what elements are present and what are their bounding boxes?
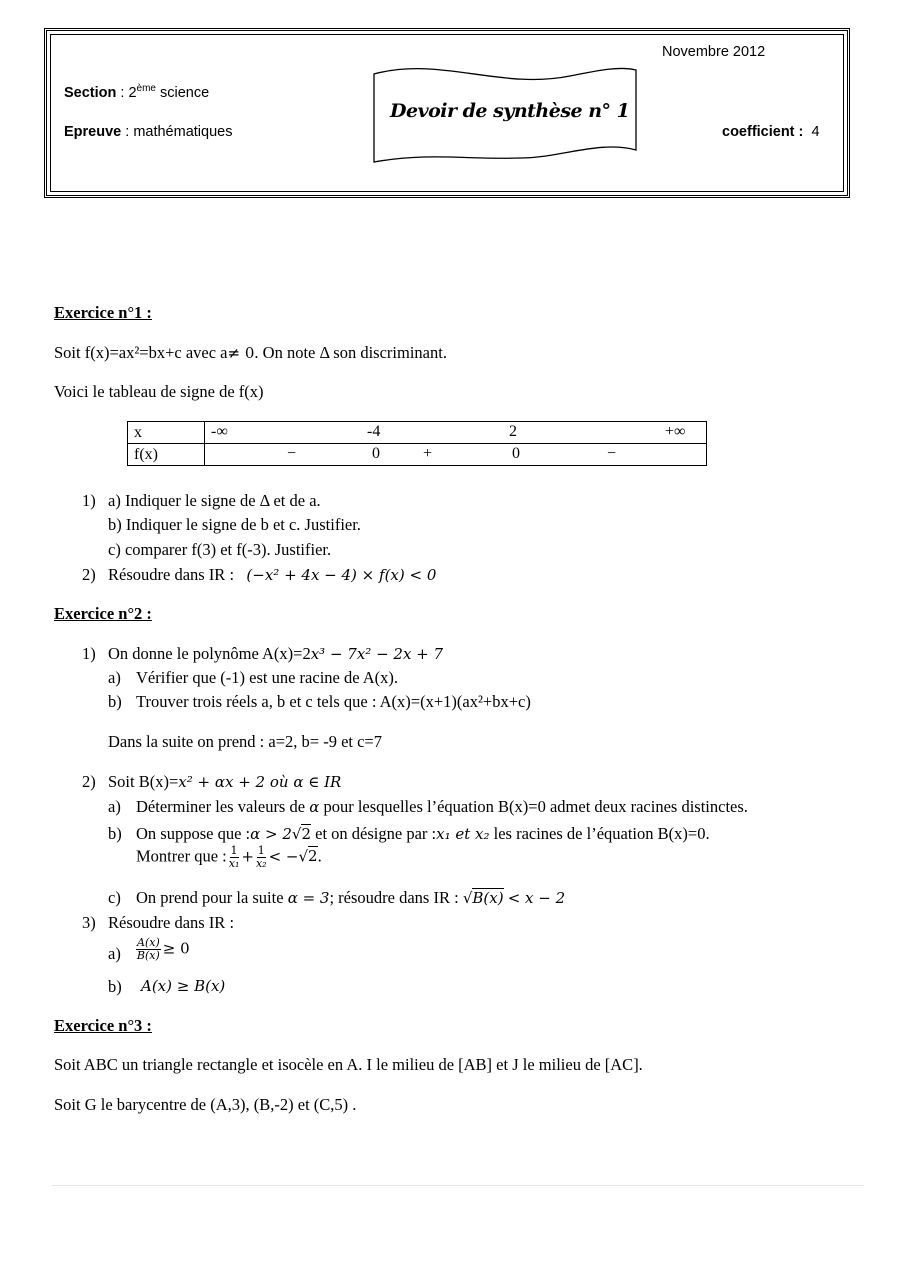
ex2-q2a-alpha: α	[309, 798, 320, 816]
ex2-q1-text: On donne le polynôme A(x)=2	[108, 644, 311, 663]
ex2-title: Exercice n°2 :	[54, 604, 152, 623]
frac-b-den: B(x)	[136, 949, 160, 962]
fraction-1-over-x1	[229, 845, 240, 870]
sign-table-x-head: x	[128, 422, 205, 444]
frac2-den: x₂	[255, 857, 267, 870]
ex1-q1-num: 1)	[82, 491, 96, 510]
coef-label: coefficient :	[722, 124, 804, 140]
ex1-q2	[108, 565, 436, 585]
ex2-q2a-pre: Déterminer les valeurs de	[136, 797, 306, 816]
ex2-q2	[108, 772, 341, 792]
frac2-num: 1	[257, 844, 265, 857]
sign-2: +	[423, 445, 433, 462]
ex2-q1b: Trouver trois réels a, b et c tels que : A(x)=(x+1)(ax²+bx+c)	[136, 692, 531, 711]
ex2-q2-math: x² + αx + 2 où α ∈ IR	[178, 773, 342, 791]
ex1-intro-neq: ≠ 0	[227, 344, 255, 362]
epreuve-label: Epreuve	[64, 124, 122, 140]
ex2-q2b: On suppose que :α > 2√2 et on désigne par :x₁ et x₂ les racines de l’équation B(x)=0.	[136, 824, 710, 843]
ex1-q1c: c) comparer f(3) et f(-3). Justifier.	[108, 540, 332, 559]
ex2-q2c-m2: < x − 2	[507, 889, 566, 907]
ex2-q2b-mid: et on désigne par :	[315, 824, 437, 843]
ex2-q2c-label: c)	[108, 888, 121, 907]
ex2-q2b-pre: On suppose que :	[136, 824, 251, 843]
ex3-line2: Soit G le barycentre de (A,3), (B,-2) et (C,5) .	[54, 1095, 357, 1114]
section-value-post: science	[155, 84, 210, 101]
ex2-q2b-sqrt: 2	[301, 825, 312, 843]
ex2-q3b: A(x) ≥ B(x)	[141, 977, 226, 995]
epreuve-value: : mathématiques	[121, 124, 233, 140]
ex2-q2b-show: Montrer que : $\frac{1}{\text{x₁}}$ + $\frac{1}{\text{x₂}}$ < −√2.	[136, 844, 322, 870]
ex2-q2b2-lt: < −	[268, 847, 299, 866]
sign-table-f-values	[205, 444, 707, 466]
page-footer-divider	[52, 1185, 864, 1186]
ex2-q2a	[136, 797, 748, 817]
ex2-q2c-m1: α = 3	[287, 889, 330, 907]
ex1-q2-text: Résoudre dans IR :	[108, 565, 235, 584]
ex2-suite: Dans la suite on prend : a=2, b= -9 et c=7	[108, 732, 382, 751]
sign-table-x-values	[205, 422, 707, 444]
ex1-q2-math: (−x² + 4x − 4) × f(x) < 0	[246, 566, 437, 584]
ex1-intro-b: . On note Δ son discriminant.	[254, 343, 447, 362]
ex2-q2-text: Soit B(x)=	[108, 772, 179, 791]
ex1-title: Exercice n°1 :	[54, 303, 152, 322]
ex2-q2a-post: pour lesquelles l’équation B(x)=0 admet deux racines distinctes.	[323, 797, 748, 816]
frac-a-num: A(x)	[137, 936, 160, 949]
ex2-q2b2-pre: Montrer que :	[136, 846, 227, 866]
section-sup: ème	[136, 83, 156, 94]
section-value-pre: : 2	[116, 84, 137, 101]
sign-table-f-head: f(x)	[128, 444, 205, 466]
ex2-q3a-rest: ≥ 0	[162, 939, 190, 958]
ex2-q2a-label: a)	[108, 797, 121, 816]
x-plus-inf: +∞	[665, 423, 686, 440]
ex2-q2b2-dot: .	[317, 846, 322, 866]
ex2-q2c-sqrt: B(x)	[472, 889, 504, 907]
frac1-num: 1	[230, 844, 238, 857]
ex2-q2b-m2: x₁ et x₂	[436, 825, 490, 843]
ex2-q3-text: Résoudre dans IR :	[108, 913, 235, 932]
ex2-q2b-post: les racines de l’équation B(x)=0.	[493, 824, 710, 843]
ex2-q3a	[134, 937, 190, 962]
ex2-q2b-label: b)	[108, 824, 122, 843]
ex2-q2c-mid: ; résoudre dans IR :	[329, 888, 459, 907]
sign-table	[127, 421, 707, 466]
ex2-q1a: Vérifier que (-1) est une racine de A(x).	[136, 668, 399, 687]
ex2-q2b-m1: α > 2	[250, 825, 292, 843]
ex1-q1a: a) Indiquer le signe de Δ et de a.	[108, 491, 321, 510]
fraction-a-over-b	[136, 937, 161, 962]
ex3-title: Exercice n°3 :	[54, 1016, 152, 1035]
ex1-table-intro: Voici le tableau de signe de f(x)	[54, 382, 264, 401]
ex2-q2-num: 2)	[82, 772, 96, 791]
ex2-q3b-label: b)	[108, 977, 122, 996]
sign-table-row-x	[128, 422, 707, 444]
ex2-q1a-label: a)	[108, 668, 121, 687]
header-section	[64, 83, 209, 101]
section-label: Section	[64, 84, 117, 101]
header-epreuve	[64, 124, 232, 140]
exam-title: Devoir de synthèse n° 1	[390, 100, 630, 122]
ex3-line1: Soit ABC un triangle rectangle et isocèle en A. I le milieu de [AB] et J le milieu de [AC].	[54, 1055, 643, 1074]
ex1-intro	[54, 343, 447, 363]
zero-1: 0	[372, 445, 380, 462]
ex2-q1-num: 1)	[82, 644, 96, 663]
ex1-q2-num: 2)	[82, 565, 96, 584]
x-minus-inf: -∞	[211, 423, 228, 440]
coef-value: 4	[811, 124, 820, 140]
x-root-2: 2	[509, 423, 517, 440]
frac1-den: x₁	[228, 857, 240, 870]
ex2-q2b2-plus: +	[241, 847, 254, 866]
ex2-q3a-label: a)	[108, 944, 121, 963]
ex2-q2b2-sqrt: 2	[308, 847, 318, 866]
ex1-intro-a: Soit f(x)=ax²=bx+c avec a	[54, 343, 228, 362]
header-date: Novembre 2012	[662, 44, 766, 60]
ex2-q2c: On prend pour la suite α = 3; résoudre dans IR : √B(x) < x − 2	[136, 888, 566, 907]
ex1-q1b: b) Indiquer le signe de b et c. Justifier.	[108, 515, 361, 534]
ex2-q1b-label: b)	[108, 692, 122, 711]
x-root-1: -4	[367, 423, 381, 440]
ex2-q2c-pre: On prend pour la suite	[136, 888, 284, 907]
sign-1: −	[287, 445, 297, 462]
header-coefficient	[722, 124, 820, 140]
zero-2: 0	[512, 445, 520, 462]
sign-table-row-f	[128, 444, 707, 466]
ex2-q3-num: 3)	[82, 913, 96, 932]
sign-3: −	[607, 445, 617, 462]
fraction-1-over-x2	[256, 845, 267, 870]
ex2-q1-math: x³ − 7x² − 2x + 7	[310, 645, 444, 663]
ex2-q1	[108, 644, 443, 664]
